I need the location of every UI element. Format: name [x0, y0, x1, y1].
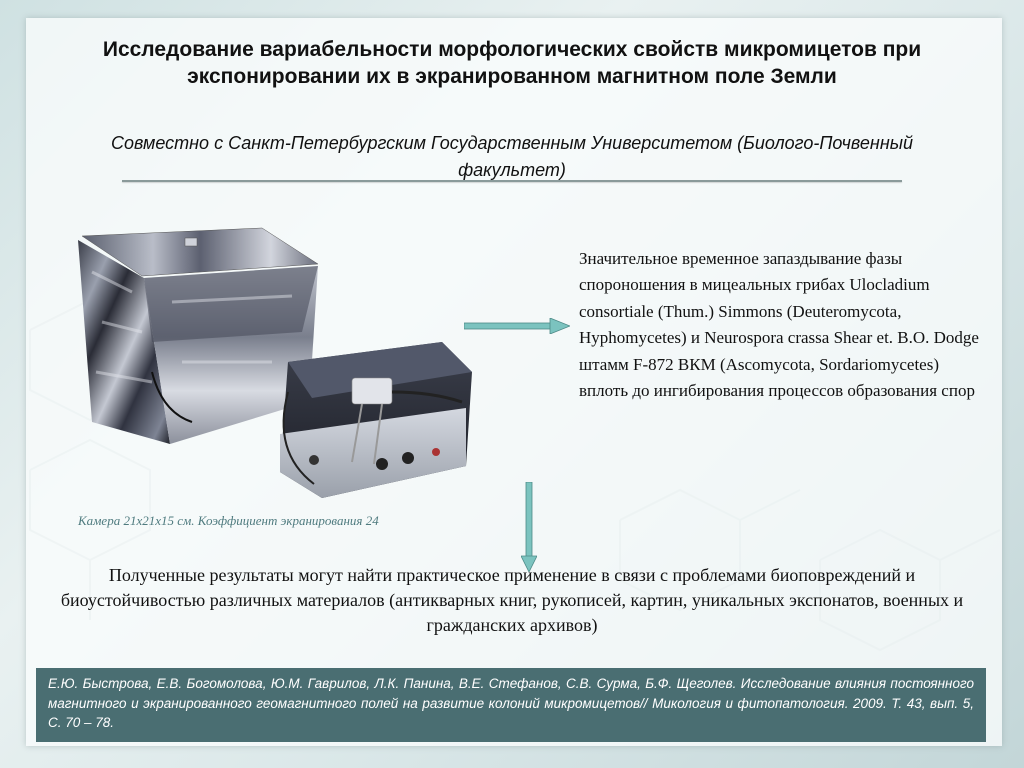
- slide-subtitle: Совместно с Санкт-Петербургским Государственным Университетом (Биолого-Почвенный факультет): [111, 133, 913, 180]
- reference-citation: Е.Ю. Быстрова, Е.В. Богомолова, Ю.М. Гаврилов, Л.К. Панина, В.Е. Стефанов, С.В. Сурма, Б.Ф. Щеголев. Исследование влияния постоянного магнитного и экранированного геомагнитного полей на развитие колоний микромицетов// Микология и фитопатология. 2009. Т. 43, вып. 5, С. 70 – 78.: [48, 676, 974, 730]
- slide-title: Исследование вариабельности морфологических свойств микромицетов при экспонировании их в экранированном магнитном поле Земли: [102, 38, 922, 88]
- title-divider: [122, 180, 902, 182]
- arrow-down-icon: [521, 482, 537, 572]
- photo-caption: Камера 21x21x15 см. Коэффициент экранирования 24: [78, 513, 379, 528]
- results-paragraph: Полученные результаты могут найти практическое применение в связи с проблемами биоповреждений и биоустойчивостью различных материалов (антикварных книг, рукописей, картин, уникальных экспонатов, военных и гражданских архивов): [60, 565, 964, 635]
- arrow-right-icon: [464, 318, 570, 334]
- findings-description: Значительное временное запаздывание фазы спороношения в мицеальных грибах Ulocladium consortiale (Thum.) Simmons (Deuteromycota, Hyphomycetes) и Neurospora crassa Shear et. B.O. Dodge штамм F-872 ВКМ (Ascomycota, Sordariomycetes) вплоть до ингибирования процессов образования спор: [579, 249, 979, 401]
- shielded-chamber-photo: [52, 212, 482, 512]
